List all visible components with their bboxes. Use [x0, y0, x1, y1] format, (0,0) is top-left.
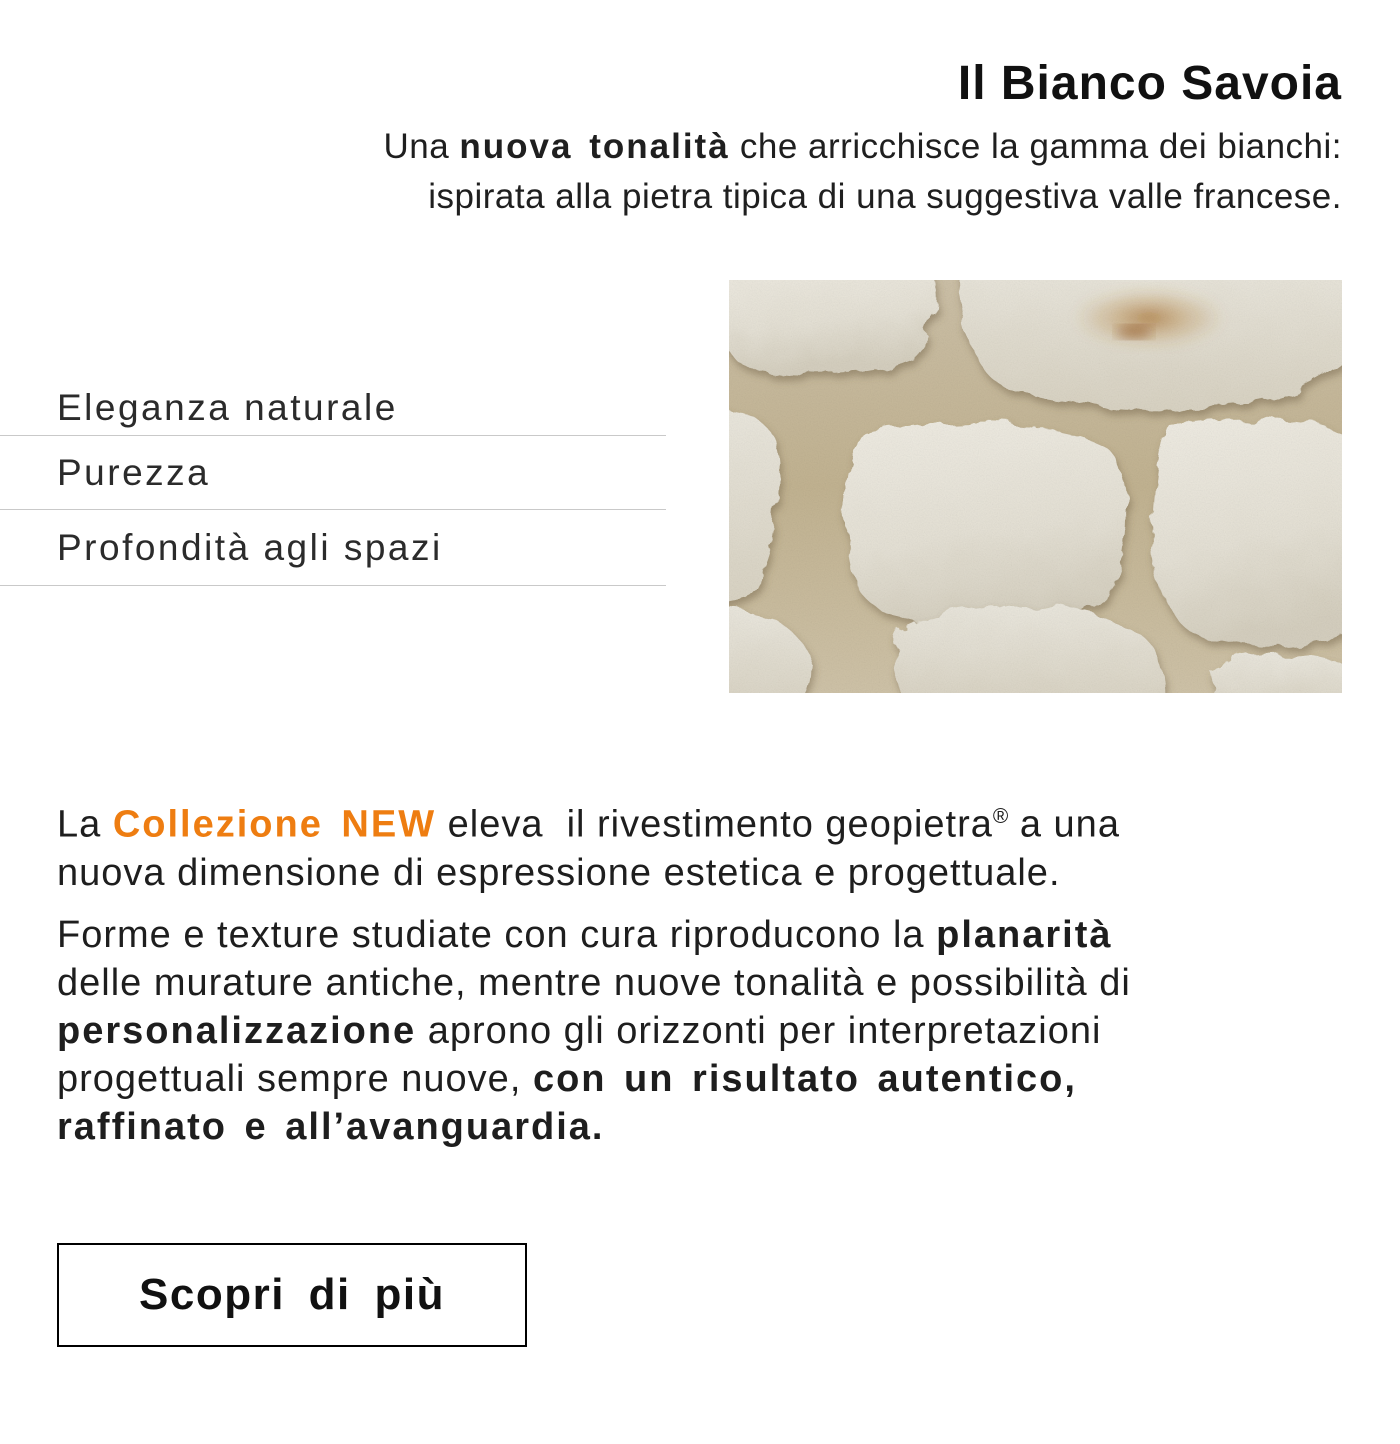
- body-line-1: [57, 911, 1131, 959]
- registered-mark: ®: [992, 805, 1009, 828]
- body-text: progettuali sempre nuove,: [57, 1058, 533, 1100]
- intro-text: eleva il rivestimento geopietra: [436, 803, 993, 846]
- body-line-2: delle murature antiche, mentre nuove tonalità e possibilità di: [57, 962, 1131, 1004]
- body-paragraph: [57, 911, 1131, 1151]
- subtitle-line-1: [383, 122, 1342, 172]
- list-item: [0, 510, 666, 586]
- feature-label: Profondità agli spazi: [57, 526, 443, 568]
- body-highlight: raffinato e all’avanguardia.: [57, 1106, 605, 1148]
- body-text: aprono gli orizzonti per interpretazioni: [416, 1010, 1102, 1052]
- body-highlight: planarità: [936, 914, 1113, 956]
- subtitle-text: Una: [383, 127, 460, 166]
- body-line-3: [57, 1007, 1131, 1055]
- page-title: Il Bianco Savoia: [957, 57, 1342, 110]
- intro-paragraph: [57, 793, 1120, 897]
- intro-text: La: [57, 803, 113, 846]
- body-highlight: personalizzazione: [57, 1010, 417, 1052]
- intro-line-2: nuova dimensione di espressione estetica e progettuale.: [57, 851, 1061, 894]
- cta-label: Scopri di più: [139, 1270, 445, 1319]
- list-item: [0, 436, 666, 510]
- body-highlight: con un risultato autentico,: [532, 1058, 1077, 1100]
- brand-highlight: Collezione NEW: [112, 803, 437, 846]
- body-text: Forme e texture studiate con cura riproducono la: [57, 914, 937, 956]
- subtitle-text: che arricchisce la gamma dei bianchi:: [729, 127, 1342, 166]
- stone-wall-image: [729, 280, 1342, 693]
- intro-line-1: [57, 793, 1120, 849]
- intro-text: a una: [1008, 803, 1120, 846]
- list-item: [0, 380, 666, 436]
- stone-photo: [729, 280, 1342, 693]
- feature-label: Eleganza naturale: [57, 386, 398, 428]
- cta-button[interactable]: [57, 1243, 527, 1347]
- feature-label: Purezza: [57, 451, 211, 493]
- subtitle-line-2: ispirata alla pietra tipica di una suggestiva valle francese.: [428, 177, 1342, 216]
- feature-list: [0, 380, 666, 586]
- subtitle-highlight: nuova tonalità: [459, 127, 730, 166]
- body-line-5: [57, 1103, 1131, 1151]
- page-subtitle: [383, 122, 1342, 222]
- body-line-4: [57, 1055, 1131, 1103]
